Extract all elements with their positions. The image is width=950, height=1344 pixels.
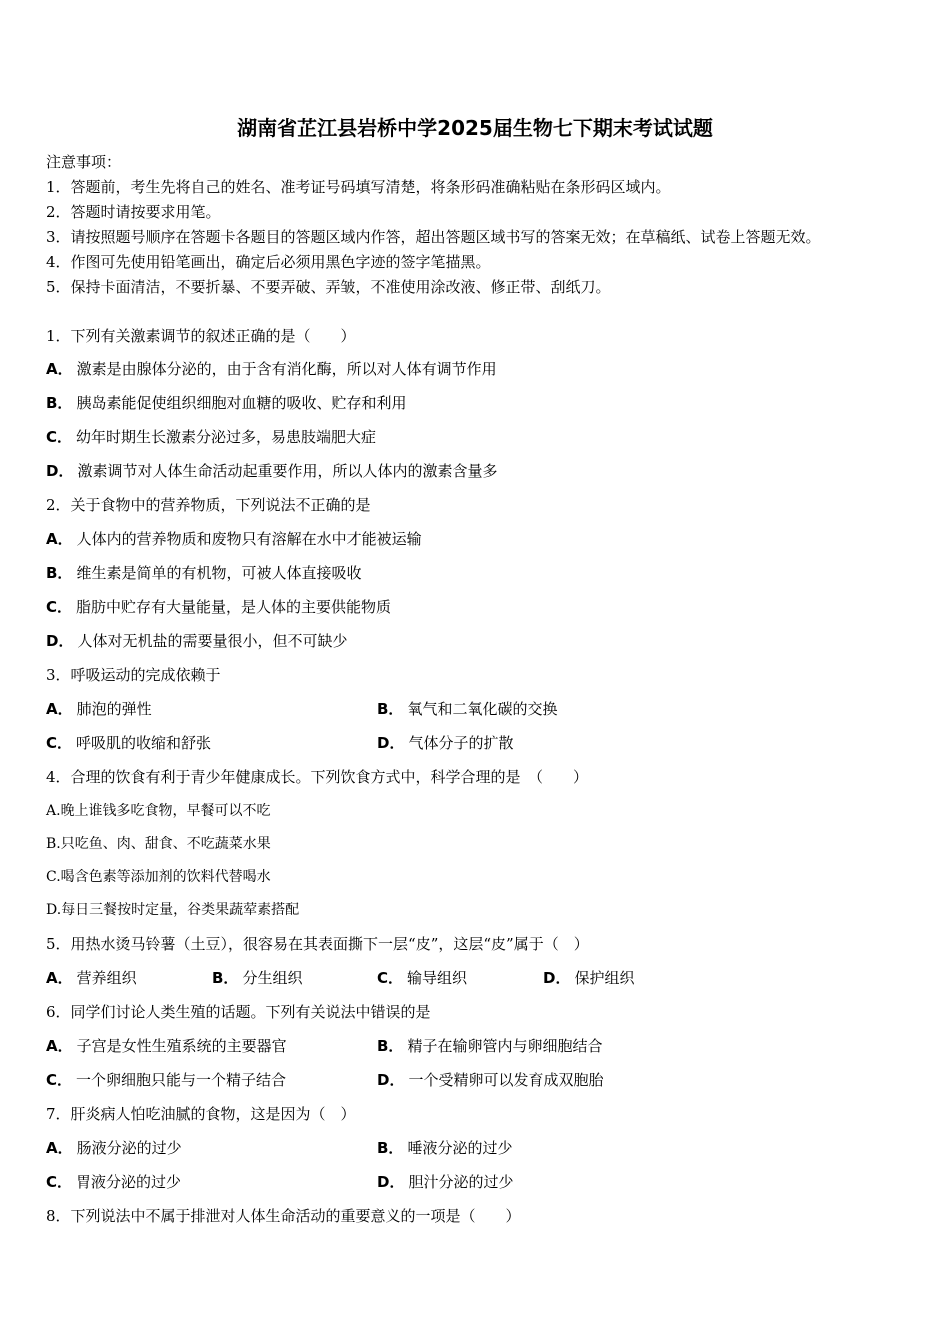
option-text: 营养组织 [76, 969, 137, 987]
question-5-option-a [46, 968, 137, 988]
notice-item: 4．作图可先使用铅笔画出，确定后必须用黑色字迹的签字笔描黑。 [46, 253, 491, 271]
page-title: 湖南省芷江县岩桥中学2025届生物七下期末考试试题 [237, 116, 713, 140]
question-1-option-b [46, 393, 406, 413]
question-7-stem: 7．肝炎病人怕吃油腻的食物，这是因为（ ） [46, 1105, 356, 1123]
option-text: 氧气和二氧化碳的交换 [407, 700, 558, 718]
option-text: 肠液分泌的过少 [76, 1139, 182, 1157]
question-2-stem: 2．关于食物中的营养物质，下列说法不正确的是 [46, 496, 371, 514]
option-label: C． [46, 598, 73, 616]
question-5-stem: 5．用热水烫马铃薯（土豆），很容易在其表面撕下一层“皮”，这层“皮”属于（ ） [46, 935, 589, 953]
option-text: 人体对无机盐的需要量很小，但不可缺少 [77, 632, 348, 650]
option-text: 分生组织 [242, 969, 303, 987]
question-2-option-d [46, 631, 347, 651]
option-text: 脂肪中贮存有大量能量，是人体的主要供能物质 [76, 598, 392, 616]
question-7-option-a [46, 1138, 182, 1158]
option-label: C． [46, 1173, 73, 1191]
option-label: A． [46, 1037, 73, 1055]
notice-heading: 注意事项： [46, 153, 122, 171]
option-label: D. [46, 902, 62, 918]
question-1-option-a [46, 359, 497, 379]
option-label: A. [46, 803, 61, 819]
option-label: A． [46, 360, 73, 378]
question-3-option-b [377, 699, 557, 719]
option-text: 激素调节对人体生命活动起重要作用，所以人体内的激素含量多 [77, 462, 498, 480]
notice-item: 5．保持卡面清洁，不要折暴、不要弄破、弄皱，不准使用涂改液、修正带、刮纸刀。 [46, 278, 611, 296]
option-label: D． [46, 632, 74, 650]
question-5-option-d [543, 968, 634, 988]
option-text: 输导组织 [407, 969, 468, 987]
option-label: A． [46, 530, 73, 548]
option-text: 人体内的营养物质和废物只有溶解在水中才能被运输 [76, 530, 422, 548]
option-label: D． [377, 1071, 405, 1089]
question-2-option-c [46, 597, 391, 617]
option-label: D． [46, 462, 74, 480]
option-text: 喝含色素等添加剂的饮料代替喝水 [60, 869, 271, 885]
option-label: B． [46, 564, 73, 582]
option-text: 气体分子的扩散 [408, 734, 514, 752]
option-label: D． [377, 1173, 405, 1191]
question-3-option-c [46, 733, 211, 753]
option-text: 每日三餐按时定量，谷类果蔬荤素搭配 [61, 902, 300, 918]
question-1-option-c [46, 427, 376, 447]
option-text: 一个卵细胞只能与一个精子结合 [76, 1071, 287, 1089]
option-text: 唾液分泌的过少 [407, 1139, 513, 1157]
option-label: D． [377, 734, 405, 752]
notice-item: 1．答题前，考生先将自己的姓名、准考证号码填写清楚，将条形码准确粘贴在条形码区域内。 [46, 178, 671, 196]
option-label: B． [46, 394, 73, 412]
option-text: 幼年时期生长激素分泌过多，易患肢端肥大症 [76, 428, 377, 446]
option-label: B． [377, 700, 404, 718]
question-4-option-b [46, 834, 271, 854]
option-text: 激素是由腺体分泌的，由于含有消化酶，所以对人体有调节作用 [76, 360, 497, 378]
question-5-option-b [212, 968, 302, 988]
option-text: 胃液分泌的过少 [76, 1173, 182, 1191]
question-5-option-c [377, 968, 467, 988]
option-text: 一个受精卵可以发育成双胞胎 [408, 1071, 604, 1089]
question-3-option-a [46, 699, 152, 719]
question-6-option-c [46, 1070, 286, 1090]
notice-item: 3．请按照题号顺序在答题卡各题目的答题区域内作答，超出答题区域书写的答案无效；在草稿纸、试卷上答题无效。 [46, 228, 821, 246]
question-4-stem: 4．合理的饮食有利于青少年健康成长。下列饮食方式中，科学合理的是 （ ） [46, 768, 589, 786]
question-7-option-d [377, 1172, 513, 1192]
question-4-option-a [46, 801, 271, 821]
option-text: 胰岛素能促使组织细胞对血糖的吸收、贮存和利用 [76, 394, 407, 412]
option-text: 只吃鱼、肉、甜食、不吃蔬菜水果 [60, 836, 271, 852]
option-label: A． [46, 969, 73, 987]
question-4-option-c [46, 867, 271, 887]
option-label: D． [543, 969, 571, 987]
option-text: 胆汁分泌的过少 [408, 1173, 514, 1191]
question-6-option-a [46, 1036, 287, 1056]
question-4-option-d [46, 900, 299, 920]
option-label: C． [377, 969, 404, 987]
option-label: B． [212, 969, 239, 987]
question-7-option-c [46, 1172, 181, 1192]
question-6-option-d [377, 1070, 603, 1090]
question-1-stem: 1．下列有关激素调节的叙述正确的是（ ） [46, 327, 356, 345]
notice-item: 2．答题时请按要求用笔。 [46, 203, 221, 221]
question-2-option-b [46, 563, 361, 583]
option-label: B． [377, 1139, 404, 1157]
option-text: 晚上谁钱多吃食物，早餐可以不吃 [60, 803, 271, 819]
question-8-stem: 8．下列说法中不属于排泄对人体生命活动的重要意义的一项是（ ） [46, 1207, 521, 1225]
option-text: 呼吸肌的收缩和舒张 [76, 734, 212, 752]
question-1-option-d [46, 461, 497, 481]
option-label: C. [46, 869, 61, 885]
question-2-option-a [46, 529, 422, 549]
option-label: A． [46, 700, 73, 718]
option-text: 子宫是女性生殖系统的主要器官 [76, 1037, 287, 1055]
question-6-stem: 6．同学们讨论人类生殖的话题。下列有关说法中错误的是 [46, 1003, 431, 1021]
option-text: 维生素是简单的有机物，可被人体直接吸收 [76, 564, 362, 582]
question-7-option-b [377, 1138, 512, 1158]
option-label: B． [377, 1037, 404, 1055]
question-3-stem: 3．呼吸运动的完成依赖于 [46, 666, 221, 684]
option-label: C． [46, 734, 73, 752]
question-6-option-b [377, 1036, 602, 1056]
option-label: B. [46, 836, 61, 852]
option-text: 精子在输卵管内与卵细胞结合 [407, 1037, 603, 1055]
option-label: C． [46, 428, 73, 446]
option-label: A． [46, 1139, 73, 1157]
question-3-option-d [377, 733, 513, 753]
option-label: C． [46, 1071, 73, 1089]
option-text: 肺泡的弹性 [76, 700, 152, 718]
option-text: 保护组织 [574, 969, 635, 987]
